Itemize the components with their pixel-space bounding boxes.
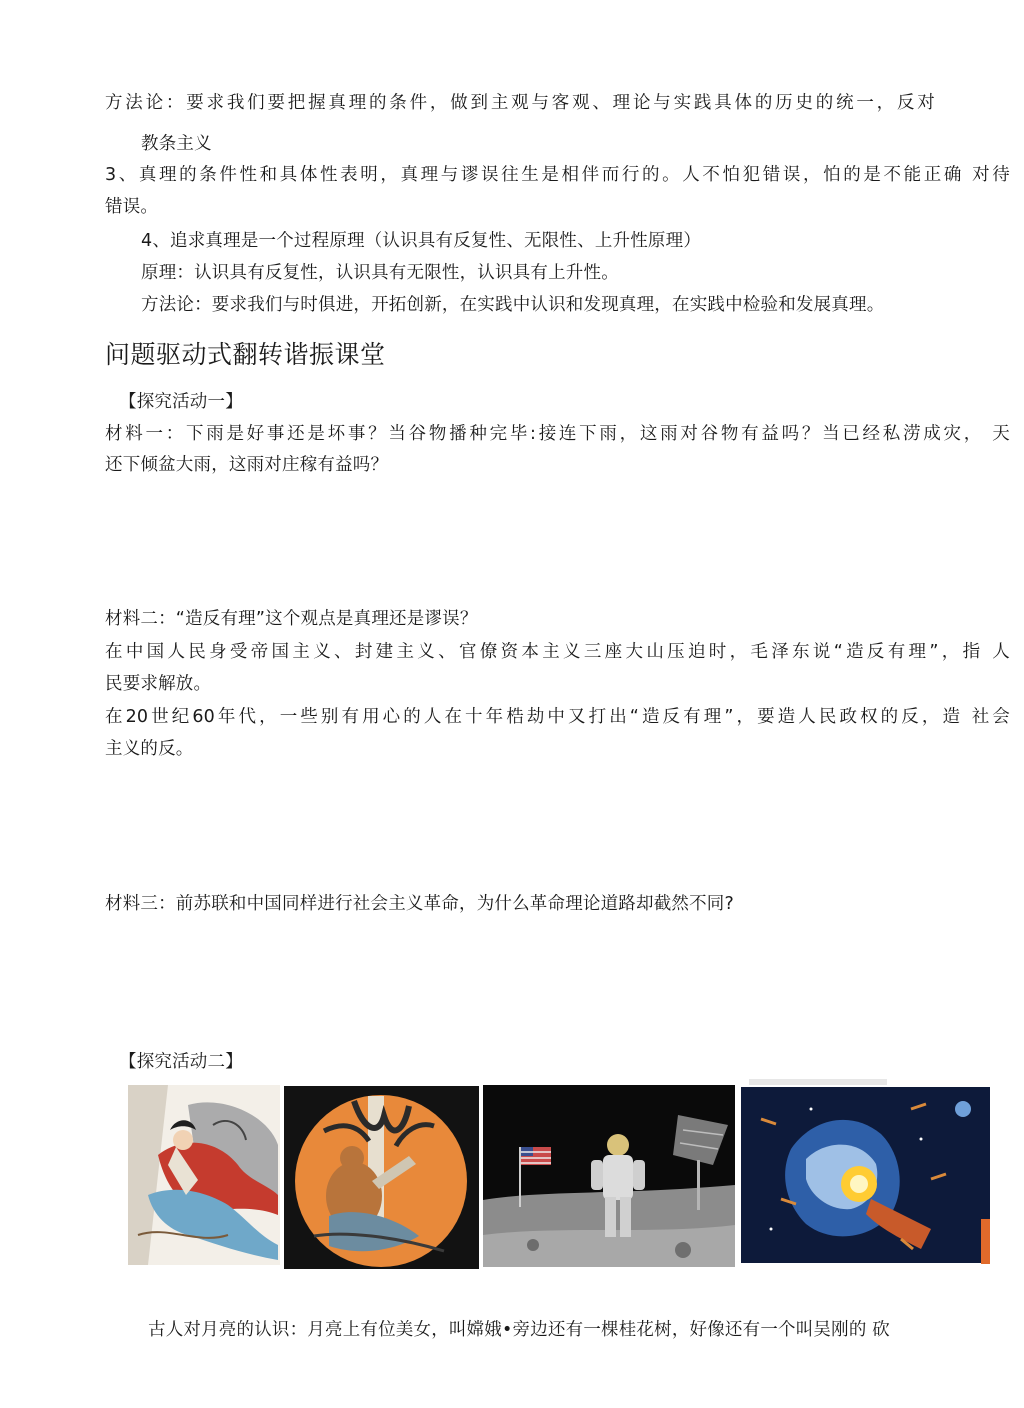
moon-caption-line: 古人对月亮的认识：月亮上有位美女，叫嫦娥•旁边还有一棵桂花树，好像还有一个叫吴刚的 砍 <box>148 1320 890 1340</box>
point-4-heading: 4、追求真理是一个过程原理（认识具有反复性、无限性、上升性原理） <box>141 231 702 251</box>
material-two-line-5: 主义的反。 <box>105 739 194 759</box>
methodology-line-2: 教条主义 <box>141 134 212 154</box>
point-3-line-2: 错误。 <box>105 197 159 217</box>
space-exploration-image <box>741 1079 990 1268</box>
material-two-line-2: 在中国人民身受帝国主义、封建主义、官僚资本主义三座大山压迫时，毛泽东说“造反有理”，指 人 <box>105 642 1010 662</box>
methodology-line-1: 方法论：要求我们要把握真理的条件，做到主观与客观、理论与实践具体的历史的统一，反对 <box>105 93 935 113</box>
material-one-line-1: 材料一：下雨是好事还是坏事？当谷物播种完毕:接连下雨，这雨对谷物有益吗？当已经私涝成灾， 天 <box>105 424 1010 444</box>
material-two-line-1: 材料二：“造反有理”这个观点是真理还是谬误？ <box>105 609 478 629</box>
point-3-line-1: 3、真理的条件性和具体性表明，真理与谬误往生是相伴而行的。人不怕犯错误，怕的是不能正确 对待 <box>105 165 1010 185</box>
material-two-line-3: 民要求解放。 <box>105 674 212 694</box>
moon-landing-image <box>483 1085 735 1267</box>
material-three-line-1: 材料三：前苏联和中国同样进行社会主义革命，为什么革命理论道路却截然不同? <box>105 894 734 914</box>
methodology-line-3: 方法论：要求我们与时俱进，开拓创新，在实践中认识和发现真理，在实践中检验和发展真理。 <box>141 295 885 315</box>
wu-gang-image <box>284 1086 479 1269</box>
activity-one-label: 【探究活动一】 <box>119 392 243 412</box>
principle-line: 原理：认识具有反复性，认识具有无限性，认识具有上升性。 <box>141 263 619 283</box>
section-title: 问题驱动式翻转谐振课堂 <box>105 340 386 369</box>
change-goddess-image <box>128 1085 280 1265</box>
activity-two-label: 【探究活动二】 <box>119 1052 243 1072</box>
material-two-line-4: 在20世纪60年代，一些别有用心的人在十年梏劫中又打出“造反有理”，要造人民政权的反，造 社会 <box>105 707 1010 727</box>
material-one-line-2: 还下倾盆大雨，这雨对庄稼有益吗？ <box>105 455 389 475</box>
